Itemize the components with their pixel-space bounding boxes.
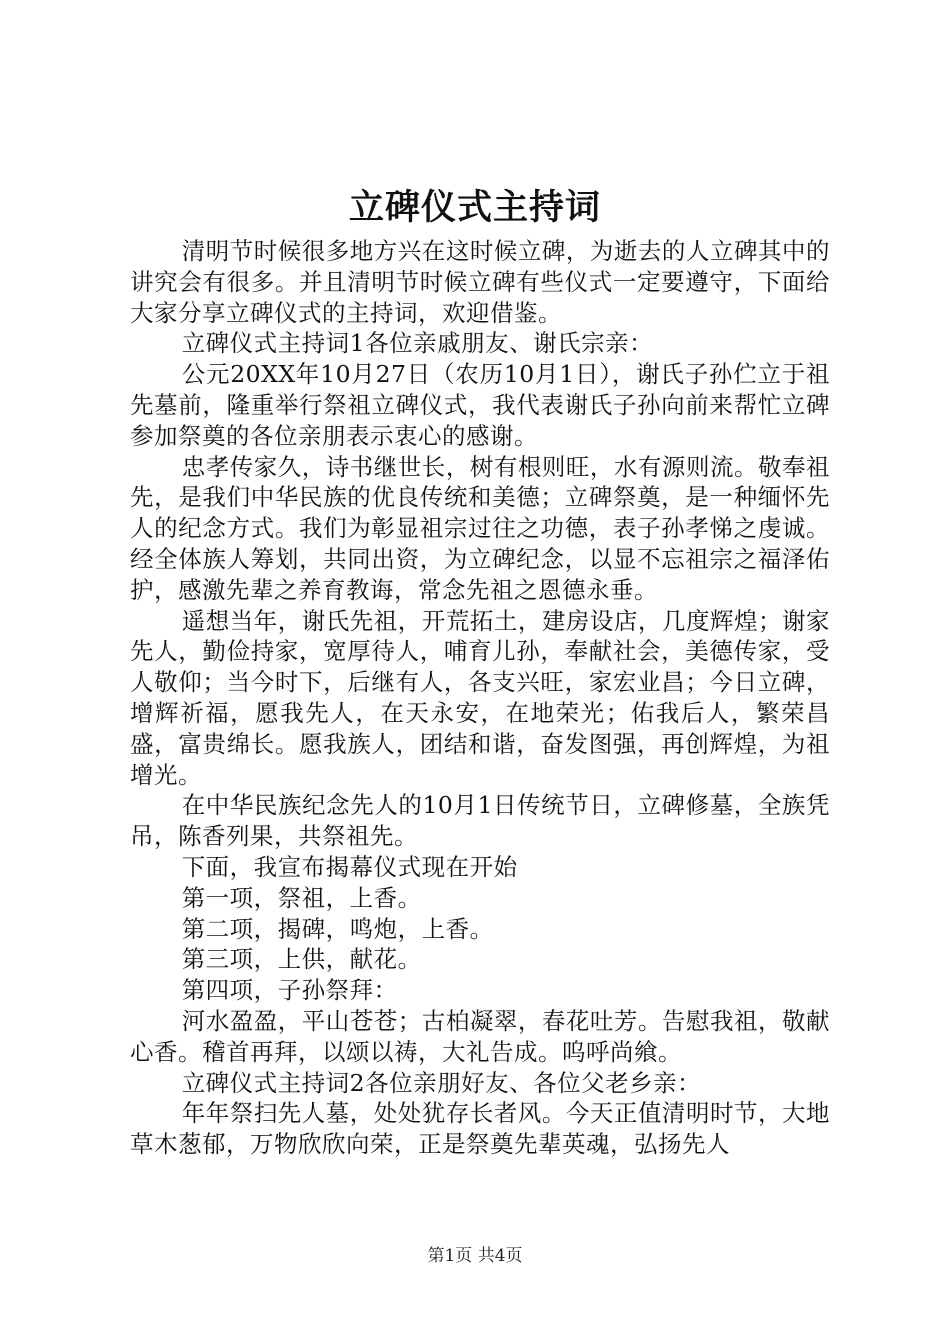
paragraph: 下面，我宣布揭幕仪式现在开始 bbox=[181, 852, 518, 881]
paragraph: 公元20XX年10月27日（农历10月1日），谢氏子孙伫立于祖先墓前，隆重举行祭祖立碑仪式，我代表谢氏子孙向前来帮忙立碑参加祭奠的各位亲朋表示衷心的感谢。 bbox=[130, 360, 830, 450]
paragraph: 第二项，揭碑，鸣炮，上香。 bbox=[181, 914, 494, 943]
paragraph: 在中华民族纪念先人的10月1日传统节日，立碑修墓，全族凭吊，陈香列果，共祭祖先。 bbox=[130, 791, 830, 851]
document-body bbox=[130, 236, 830, 1160]
paragraph: 第四项，子孙祭拜： bbox=[181, 976, 398, 1005]
paragraph: 河水盈盈，平山苍苍；古柏凝翠，春花吐芳。告慰我祖，敬献心香。稽首再拜，以颂以祷，大礼告成。呜呼尚飨。 bbox=[130, 1006, 830, 1066]
paragraph: 清明节时候很多地方兴在这时候立碑，为逝去的人立碑其中的讲究会有很多。并且清明节时候立碑有些仪式一定要遵守，下面给大家分享立碑仪式的主持词，欢迎借鉴。 bbox=[130, 237, 830, 327]
document-title: 立碑仪式主持词 bbox=[348, 187, 601, 228]
paragraph: 遥想当年，谢氏先祖，开荒拓土，建房设店，几度辉煌；谢家先人，勤俭持家，宽厚待人，哺育儿孙，奉献社会，美德传家，受人敬仰；当今时下，后继有人，各支兴旺，家宏业昌；今日立碑，增辉祈福，愿我先人，在天永安，在地荣光；佑我后人，繁荣昌盛，富贵绵长。愿我族人，团结和谐，奋发图强，再创辉煌，为祖增光。 bbox=[130, 606, 830, 789]
paragraph: 立碑仪式主持词1各位亲戚朋友、谢氏宗亲： bbox=[181, 329, 654, 358]
paragraph: 第三项，上供，献花。 bbox=[181, 945, 422, 974]
paragraph: 第一项，祭祖，上香。 bbox=[181, 883, 422, 912]
paragraph: 年年祭扫先人墓，处处犹存长者风。今天正值清明时节，大地草木葱郁，万物欣欣向荣，正是祭奠先辈英魂，弘扬先人 bbox=[130, 1099, 830, 1159]
paragraph: 立碑仪式主持词2各位亲朋好友、各位父老乡亲： bbox=[181, 1068, 702, 1097]
page-number-footer: 第1页 共4页 bbox=[427, 1246, 523, 1266]
paragraph: 忠孝传家久，诗书继世长，树有根则旺，水有源则流。敬奉祖先，是我们中华民族的优良传统和美德；立碑祭奠，是一种缅怀先人的纪念方式。我们为彰显祖宗过往之功德，表子孙孝悌之虔诚。经全体族人筹划，共同出资，为立碑纪念，以显不忘祖宗之福泽佑护，感激先辈之养育教诲，常念先祖之恩德永垂。 bbox=[130, 452, 830, 604]
